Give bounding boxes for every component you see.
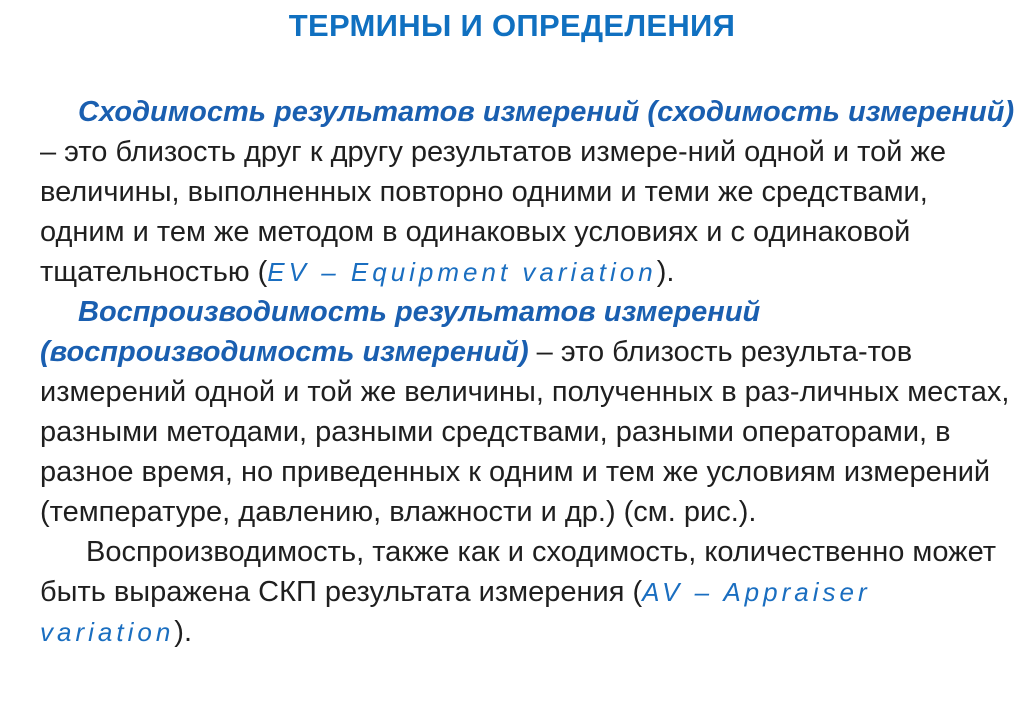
definition-repeatability: – это близость друг к другу результатов измере-ний одной и той же величины, выполненных повторно одними и теми же средствами, одним и тем же методом в одинаковых условиях и с одинаковой тщательностью ( <box>40 136 947 288</box>
paragraph-end: ). <box>656 256 675 288</box>
page-title: ТЕРМИНЫ И ОПРЕДЕЛЕНИЯ <box>288 8 736 43</box>
definitions-body <box>40 92 1015 652</box>
paragraph-quantification <box>40 532 1015 652</box>
paragraph-reproducibility <box>40 292 1015 532</box>
abbr-ev: EV – Equipment variation <box>267 257 657 287</box>
abbr-av: AV – Appraiser variation <box>40 577 871 647</box>
definition-reproducibility: – это близость результа-тов измерений одной и той же величины, полученных в раз-личных местах, разными методами, разными средствами, разными операторами, в разное время, но приведенных к одним и тем же условиям измерений (температуре, давлению, влажности и др.) (см. рис.). <box>40 336 1010 528</box>
term-reproducibility: Воспроизводимость результатов измерений (воспроизводимость измерений) <box>40 296 761 368</box>
paragraph-end: ). <box>174 616 192 648</box>
paragraph-repeatability <box>40 92 1015 292</box>
definition-quantification: Воспроизводимость, также как и сходимость, количественно может быть выражена СКП результата измерения ( <box>40 536 997 608</box>
term-repeatability: Сходимость результатов измерений (сходимость измерений) <box>78 96 1015 128</box>
